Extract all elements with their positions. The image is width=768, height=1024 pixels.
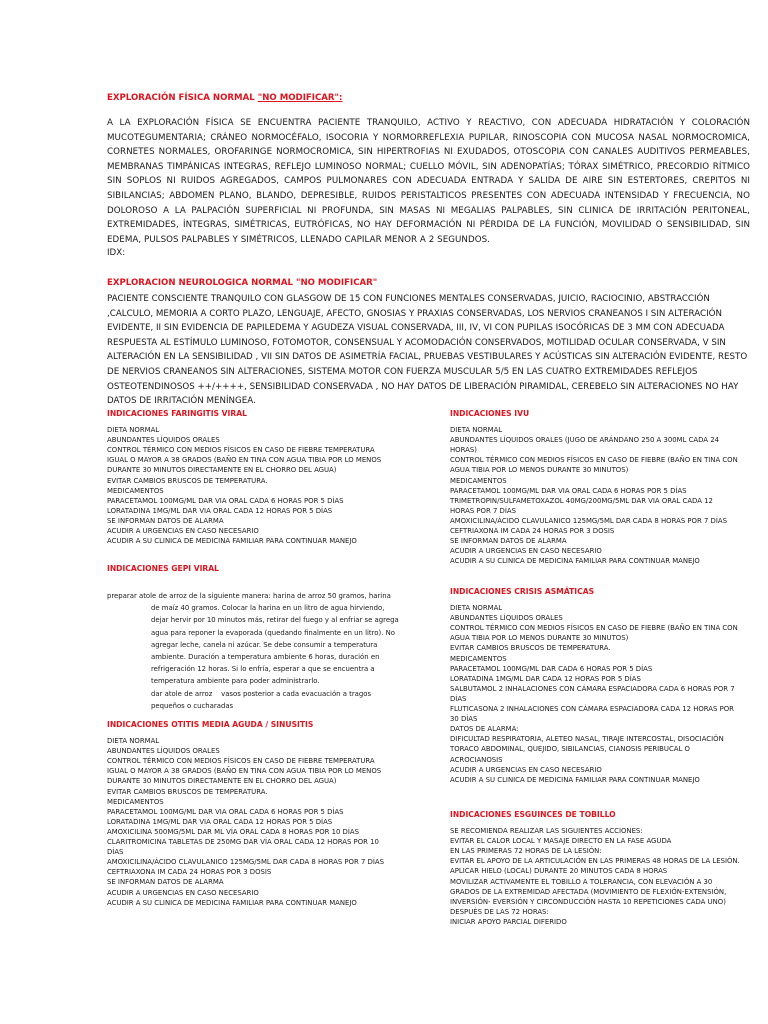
gepi-title: INDICACIONES GEPI VIRAL [107,564,219,573]
list-item: GRADOS DE LA EXTREMIDAD AFECTADA (MOVIMIENTO DE FLEXIÓN-EXTENSIÓN, [450,887,727,896]
list-item: SE INFORMAN DATOS DE ALARMA [450,537,567,546]
list-item: TRIMETROPIN/SULFAMETOXAZOL 40MG/200MG/5ML DAR VIA ORAL CADA 12 [450,496,713,505]
exploracion-fisica-title: EXPLORACIÓN FÍSICA NORMAL [107,93,258,103]
list-item: DIETA NORMAL [450,604,503,613]
list-item: INVERSIÓN- EVERSIÓN Y CIRCONDUCCIÓN HASTA 10 REPETICIONES CADA UNO) [450,897,726,906]
list-item: ACUDIR A SU CLINICA DE MEDICINA FAMILIAR PARA CONTINUAR MANEJO [107,898,357,907]
exploracion-neurologica-body: PACIENTE CONSCIENTE TRANQUILO CON GLASGOW DE 15 CON FUNCIONES MENTALES CONSERVADAS, JUICIO, RACIOCINIO, ABSTRACCIÓN ,CALCULO, MEMORIA A CORTO PLAZO, LENGUAJE, AFECTO, GNOSIAS Y PRAXIAS CONSERVADAS, LOS NERVIOS CRANEANOS I SIN ALTERACIÓN EVIDENTE, II SIN EVIDENCIA DE PAPILEDEMA Y AGUDEZA VISUAL CONSERVADA, III, IV, VI CON PUPILAS ISOCÓRICAS DE 3 MM CON ADECUADA RESPUESTA AL ESTÍMULO LUMINOSO, FOTOMOTOR, CONSENSUAL Y ACOMODACIÓN CONSERVADOS, MOTILIDAD OCULAR CONSERVADA, V SIN ALTERACIÓN EN LA SENSIBILIDAD , VII SIN DATOS DE ASIMETRÍA FACIAL, PRUEBAS VESTIBULARES Y ACÚSTICAS SIN ALTERACIÓN EVIDENTE, RESTO DE NERVIOS CRANEANOS SIN ALTERACIONES, SISTEMA MOTOR CON FUERZA MUSCULAR 5/5 EN LAS CUATRO EXTREMIDADES REFLEJOS OSTEOTENDINOSOS ++/++++, SENSIBILIDAD CONSERVADA , NO HAY DATOS DE LIBERACIÓN PIRAMIDAL, CEREBELO SIN ALTERACIONES NO HAY DATOS DE IRRITACIÓN MENÍNGEA. [107,294,748,407]
faringitis-title: INDICACIONES FARINGITIS VIRAL [107,409,247,418]
list-item: AGUA TIBIA POR LO MENOS DURANTE 30 MINUTOS) [450,466,629,475]
list-item: pequeños o cucharadas [151,701,234,710]
list-item: ACUDIR A URGENCIAS EN CASO NECESARIO [107,888,259,897]
list-item: APLICAR HIELO (LOCAL) DURANTE 20 MINUTOS CADA 8 HORAS [450,867,668,876]
list-item: preparar atole de arroz de la siguiente manera: harina de arroz 50 gramos, harina [107,592,391,600]
list-item: AMOXICILINA/ÁCIDO CLAVULANICO 125MG/5ML DAR CADA 8 HORAS POR 7 DÍAS [107,858,384,867]
list-item: IGUAL O MAYOR A 38 GRADOS (BAÑO EN TINA CON AGUA TIBIA POR LO MENOS [107,767,382,776]
idx-label: IDX: [107,248,126,258]
list-item: EN LAS PRIMERAS 72 HORAS DE LA LESIÓN: [450,847,602,856]
list-item: AMOXICILINA/ÁCIDO CLAVULANICO 125MG/5ML DAR CADA 8 HORAS POR 7 DÍAS [450,516,727,525]
list-item: INICIAR APOYO PARCIAL DIFERIDO [450,917,567,926]
list-item: ambiente. Duración a temperatura ambiente 6 horas, duración en [151,653,380,662]
list-item: DURANTE 30 MINUTOS DIRECTAMENTE EN EL CHORRO DEL AGUA) [107,777,337,786]
list-item: EVITAR CAMBIOS BRUSCOS DE TEMPERATURA. [107,476,268,485]
list-item: DÍAS [450,694,467,703]
otitis-section [107,720,427,908]
list-item: FLUTICASONA 2 INHALACIONES CON CÁMARA ESPACIADORA CADA 12 HORAS POR [450,705,734,714]
esguinces-title: INDICACIONES ESGUINCES DE TOBILLO [450,810,616,819]
list-item: ABUNDANTES LÍQUIDOS ORALES [107,436,220,445]
list-item: ACUDIR A URGENCIAS EN CASO NECESARIO [107,527,259,536]
esguinces-section [450,810,750,927]
list-item: agua para reponer la evaporada (quedando finalmente en un litro). No [151,628,395,637]
list-item: DIETA NORMAL [107,737,160,746]
list-item: EVITAR CAMBIOS BRUSCOS DE TEMPERATURA. [450,644,611,653]
list-item: dar atole de arroz vasos posterior a cada evacuación a tragos [151,689,372,698]
list-item: HORAS POR 7 DÍAS [450,506,516,515]
list-item: ACUDIR A SU CLINICA DE MEDICINA FAMILIAR PARA CONTINUAR MANEJO [450,557,700,566]
list-item: refrigeración 12 horas. Si lo enfría, esperar a que se encuentra a [151,665,375,674]
list-item: SALBUTAMOL 2 INHALACIONES CON CÁMARA ESPACIADORA CADA 6 HORAS POR 7 [450,684,735,693]
crisis-asmaticas-title: INDICACIONES CRISIS ASMÁTICAS [450,587,595,596]
list-item: PARACETAMOL 100MG/ML DAR VIA ORAL CADA 6 HORAS POR 5 DÍAS [107,496,344,505]
list-item: MEDICAMENTOS [107,797,164,806]
exploracion-neurologica-note: "NO MODIFICAR" [295,278,378,288]
list-item: CEFTRIAXONA IM CADA 24 HORAS POR 3 DOSIS [107,868,272,877]
list-item: ABUNDANTES LÍQUIDOS ORALES (JUGO DE ARÁNDANO 250 A 300ML CADA 24 [450,436,719,445]
crisis-asmaticas-section [450,587,750,785]
list-item: PARACETAMOL 100MG/ML DAR VIA ORAL CADA 6 HORAS POR 5 DÍAS [107,807,344,816]
otitis-title: INDICACIONES OTITIS MEDIA AGUDA / SINUSITIS [107,720,314,729]
list-item: MEDICAMENTOS [450,654,507,663]
list-item: ABUNDANTES LÍQUIDOS ORALES [450,614,563,623]
list-item: AGUA TIBIA POR LO MENOS DURANTE 30 MINUTOS) [450,634,629,643]
list-item: CONTROL TÉRMICO CON MEDIOS FÍSICOS EN CASO DE FIEBRE (BAÑO EN TINA CON [450,624,738,633]
list-item: IGUAL O MAYOR A 38 GRADOS (BAÑO EN TINA CON AGUA TIBIA POR LO MENOS [107,456,382,465]
list-item: SE INFORMAN DATOS DE ALARMA [107,516,224,525]
list-item: DESPUÉS DE LAS 72 HORAS: [450,907,549,916]
list-item: SE RECOMIENDA REALIZAR LAS SIGUIENTES ACCIONES: [450,827,643,836]
ivu-section [450,409,750,566]
list-item: PARACETAMOL 100MG/ML DAR VIA ORAL CADA 6 HORAS POR 5 DÍAS [450,486,687,495]
list-item: ACUDIR A SU CLINICA DE MEDICINA FAMILIAR PARA CONTINUAR MANEJO [107,537,357,546]
list-item: MEDICAMENTOS [107,486,164,495]
ivu-title: INDICACIONES IVU [450,409,530,418]
list-item: TORACO ABDOMINAL, QUEJIDO, SIBILANCIAS, CIANOSIS PERIBUCAL O [450,745,690,754]
gepi-instructions [107,590,407,712]
exploracion-fisica-heading [107,93,342,103]
list-item: DÍAS [107,848,124,857]
list-item: PARACETAMOL 100MG/ML DAR CADA 6 HORAS POR 5 DÍAS [450,664,653,673]
list-item: DURANTE 30 MINUTOS DIRECTAMENTE EN EL CHORRO DEL AGUA) [107,466,337,475]
list-item: AMOXICILINA 500MG/5ML DAR ML VÍA ORAL CADA 8 HORAS POR 10 DÍAS [107,827,359,836]
exploracion-fisica-body: A LA EXPLORACIÓN FÍSICA SE ENCUENTRA PACIENTE TRANQUILO, ACTIVO Y REACTIVO, CON ADECUADA HIDRATACIÓN Y COLORACIÓN MUCOTEGUMENTARIA; CRÁNEO NORMOCÉFALO, ISOCORIA Y NORMORREFLEXIA PUPILAR, RINOSCOPIA CON MUCOSA NASAL NORMOCROMICA, CORNETES NORMALES, OROFARINGE NORMOCROMICA, SIN HIPERTROFIAS NI EXUDADOS, OTOSCOPIA CON CANALES AUDITIVOS PERMEABLES, MEMBRANAS TIMPÁNICAS INTEGRAS, REFLEJO LUMINOSO NORMAL; CUELLO MÓVIL, SIN ADENOPATÍAS; TÓRAX SIMÉTRICO, PRECORDIO RÍTMICO SIN SOPLOS NI RUIDOS AGREGADOS, CAMPOS PULMONARES CON ADECUADA ENTRADA Y SALIDA DE AIRE SIN ESTERTORES, CREPITOS NI SIBILANCIAS; ABDOMEN PLANO, BLANDO, DEPRESIBLE, RUIDOS PERISTALTICOS PRESENTES CON ADECUADA INTENSIDAD Y FRECUENCIA, NO DOLOROSO A LA PALPACIÓN SUPERFICIAL NI PROFUNDA, SIN MASAS NI MEGALIAS PALPABLES, SIN CLINICA DE IRRITACIÓN PERITONEAL, EXTREMIDADES, ÍNTEGRAS, SIMÉTRICAS, EUTRÓFICAS, NO HAY DEFORMACIÓN NI PÉRDIDA DE LA FUNCIÓN, MOVILIDAD O SENSIBILIDAD, SIN EDEMA, PULSOS PALPABLES Y SIMÉTRICOS, LLENADO CAPILAR MENOR A 2 SEGUNDOS. [107,118,750,245]
list-item: CONTROL TÉRMICO CON MEDIOS FÍSICOS EN CASO DE FIEBRE (BAÑO EN TINA CON [450,456,738,465]
list-item: MOVILIZAR ACTIVAMENTE EL TOBILLO A TOLERANCIA, CON ELEVACIÓN A 30 [450,877,713,886]
exploracion-neurologica-heading [107,278,377,288]
list-item: SE INFORMAN DATOS DE ALARMA [107,878,224,887]
exploracion-neurologica-title: EXPLORACION NEUROLOGICA NORMAL [107,278,296,288]
list-item: CLARITROMICINA TABLETAS DE 250MG DAR VÍA ORAL CADA 12 HORAS POR 10 [107,838,379,847]
list-item: LORATADINA 1MG/ML DAR VIA ORAL CADA 12 HORAS POR 5 DÍAS [107,817,333,826]
list-item: ACUDIR A URGENCIAS EN CASO NECESARIO [450,765,602,774]
list-item: 30 DÍAS [450,715,478,724]
list-item: MEDICAMENTOS [450,476,507,485]
list-item: EVITAR EL CALOR LOCAL Y MASAJE DIRECTO EN LA FASE AGUDA [450,837,672,846]
list-item: EVITAR CAMBIOS BRUSCOS DE TEMPERATURA. [107,787,268,796]
list-item: DIFICULTAD RESPIRATORIA, ALETEO NASAL, TIRAJE INTERCOSTAL, DISOCIACIÓN [450,735,724,744]
list-item: CONTROL TÉRMICO CON MEDIOS FÍSICOS EN CASO DE FIEBRE TEMPERATURA [107,757,375,766]
list-item: ACROCIANOSIS [450,755,503,764]
list-item: HORAS) [450,446,477,455]
list-item: CEFTRIAXONA IM CADA 24 HORAS POR 3 DOSIS [450,527,615,536]
list-item: ACUDIR A URGENCIAS EN CASO NECESARIO [450,547,602,556]
list-item: temperatura ambiente para poder administrarlo. [151,677,320,686]
list-item: de maíz 40 gramos. Colocar la harina en un litro de agua hirviendo, [151,604,385,613]
list-item: LORATADINA 1MG/ML DAR CADA 12 HORAS POR 5 DÍAS [450,674,641,683]
list-item: ACUDIR A SU CLINICA DE MEDICINA FAMILIAR PARA CONTINUAR MANEJO [450,775,700,784]
list-item: DIETA NORMAL [450,426,503,435]
faringitis-section [107,409,427,546]
exploracion-fisica-note: "NO MODIFICAR": [257,93,343,103]
list-item: agregar leche, canela ni azúcar. Se debe consumir a temperatura [151,640,378,649]
list-item: DATOS DE ALARMA: [450,725,519,734]
list-item: LORATADINA 1MG/ML DAR VIA ORAL CADA 12 HORAS POR 5 DÍAS [107,506,333,515]
list-item: CONTROL TÉRMICO CON MEDIOS FÍSICOS EN CASO DE FIEBRE TEMPERATURA [107,446,375,455]
gepi-section [107,564,427,580]
list-item: ABUNDANTES LÍQUIDOS ORALES [107,747,220,756]
list-item: dejar hervir por 10 minutos más, retirar del fuego y al enfriar se agrega [151,616,399,625]
list-item: EVITAR EL APOYO DE LA ARTICULACIÓN EN LAS PRIMERAS 48 HORAS DE LA LESIÓN. [450,857,740,866]
list-item: DIETA NORMAL [107,426,160,435]
